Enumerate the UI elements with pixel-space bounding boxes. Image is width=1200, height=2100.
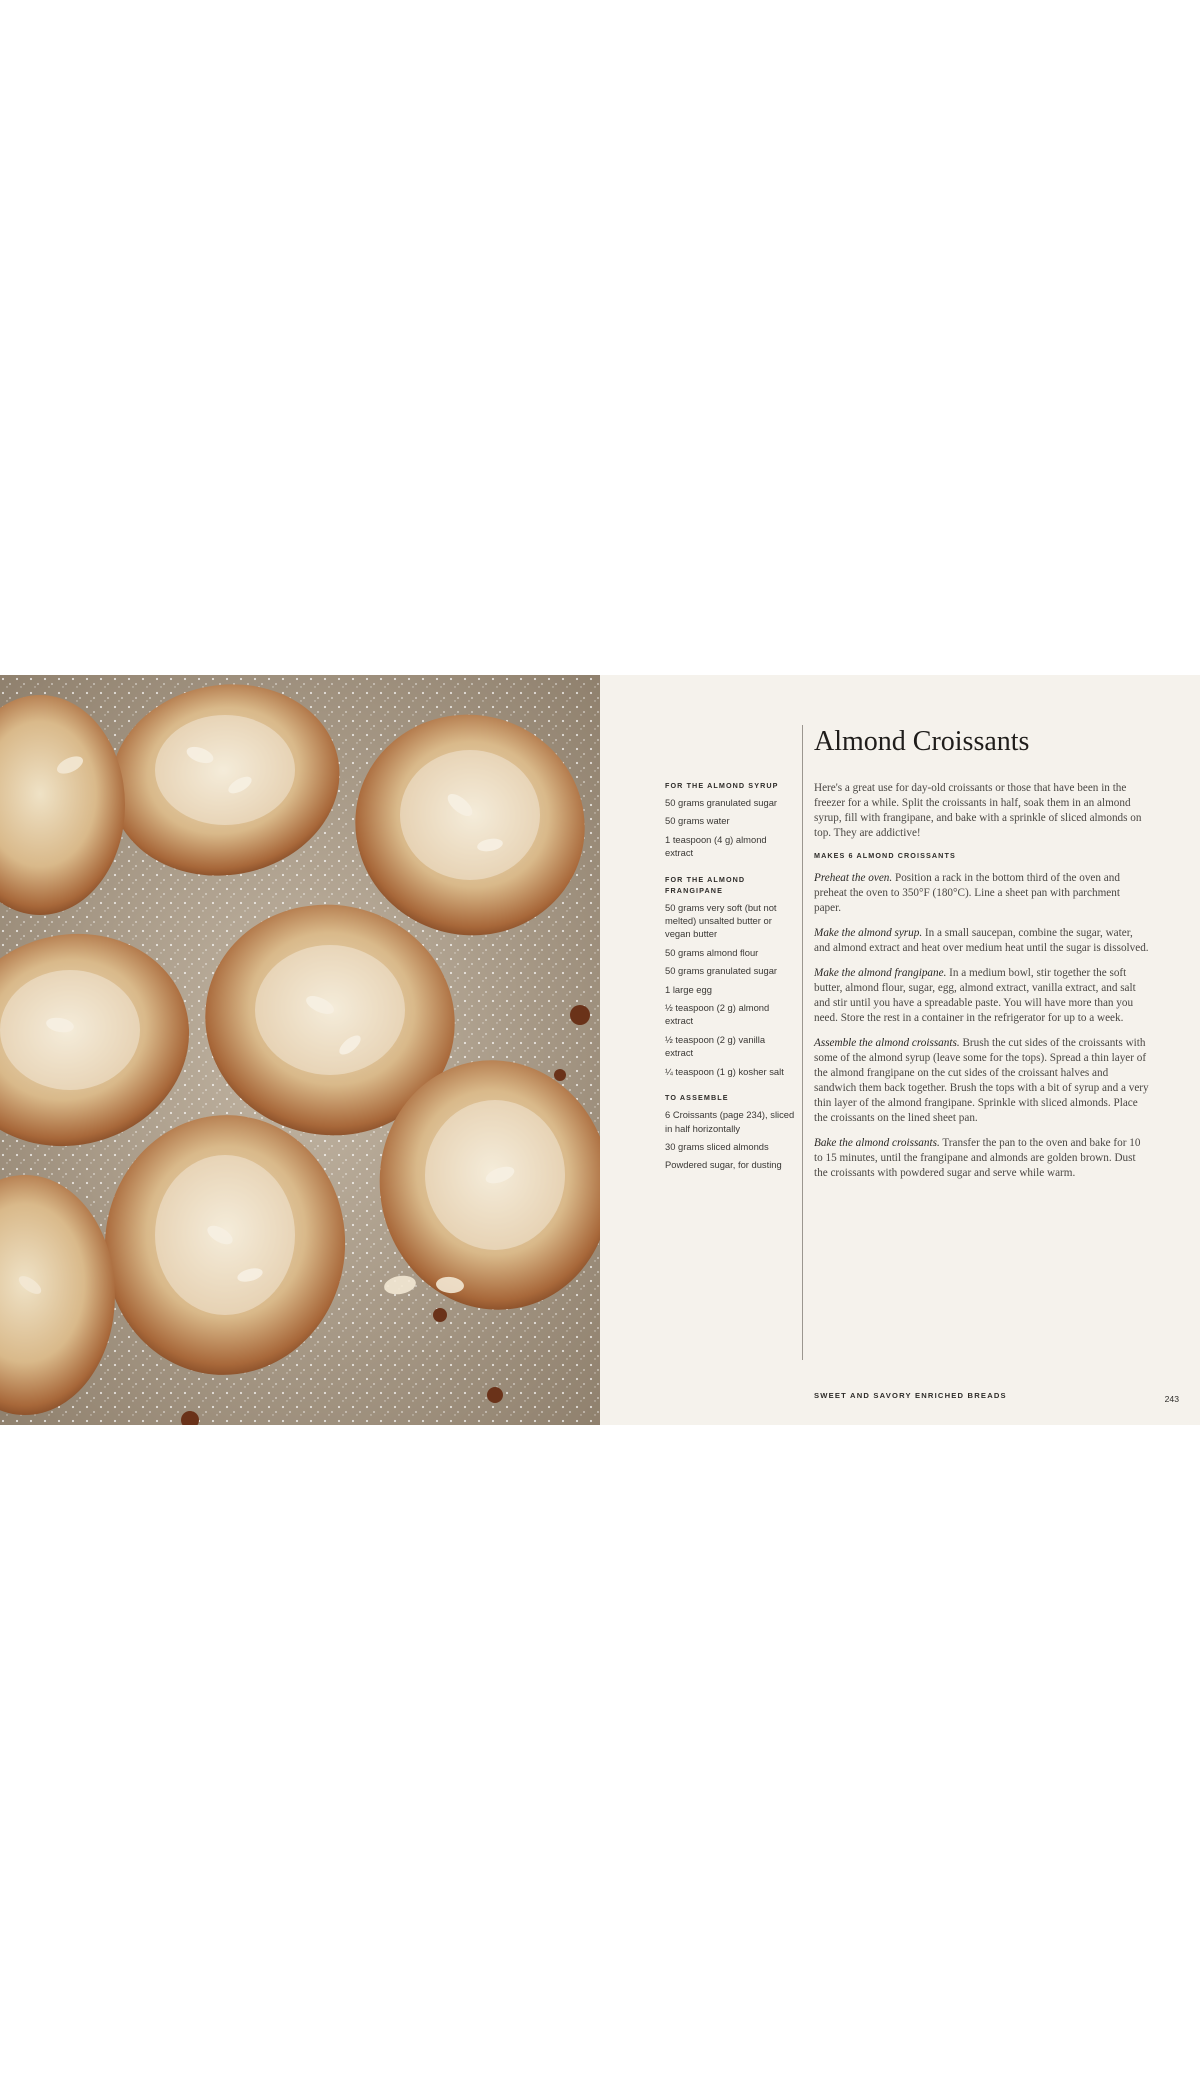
- ingredient-item: 1 large egg: [665, 983, 712, 995]
- recipe-step: [814, 926, 1149, 956]
- recipe-page: [600, 675, 1200, 1425]
- running-footer-section: SWEET AND SAVORY ENRICHED BREADS: [814, 1391, 1007, 1400]
- ingredient-group-heading: TO ASSEMBLE: [665, 1093, 729, 1103]
- step-lead: Make the almond syrup.: [814, 927, 923, 939]
- step-lead: Assemble the almond croissants.: [814, 1037, 960, 1049]
- ingredient-item: 1 teaspoon (4 g) almond extract: [665, 833, 767, 859]
- ingredient-item: 30 grams sliced almonds: [665, 1140, 769, 1152]
- ingredient-item: 50 grams water: [665, 815, 730, 827]
- ingredient-group-frangipane: [665, 874, 795, 1078]
- ingredient-group-syrup: [665, 780, 795, 860]
- page-number: 243: [1164, 1394, 1179, 1404]
- ingredient-item: 50 grams almond flour: [665, 946, 759, 958]
- step-text: In a medium bowl, stir together the soft butter, almond flour, sugar, egg, almond extract, vanilla extract, and salt and stir until you have a spreadable paste. You will have more than you need. Store the rest in a container in the refrigerator for up to a week.: [814, 967, 1136, 1024]
- ingredients-column: [665, 780, 795, 1186]
- recipe-step: [814, 1136, 1149, 1181]
- book-spread: [0, 675, 1200, 1425]
- step-text: Transfer the pan to the oven and bake for 10 to 15 minutes, until the frangipane and almonds are golden brown. Dust the croissants with powdered sugar and serve while warm.: [814, 1137, 1141, 1179]
- recipe-intro: Here's a great use for day-old croissants or those that have been in the freezer for a while. Split the croissants in half, soak them in an almond syrup, fill with frangipane, and bake with a sprinkle of sliced almonds on top. They are addictive!: [814, 782, 1142, 839]
- ingredient-item: 50 grams granulated sugar: [665, 797, 778, 808]
- recipe-main-column: [814, 725, 1149, 1191]
- recipe-yield: MAKES 6 ALMOND CROISSANTS: [814, 851, 956, 860]
- step-lead: Preheat the oven.: [814, 872, 893, 884]
- ingredient-group-heading: FOR THE ALMOND SYRUP: [665, 781, 779, 790]
- almond-croissants-photo: [0, 675, 600, 1425]
- step-text: Position a rack in the bottom third of the oven and preheat the oven to 350°F (180°C). Line a sheet pan with parchment paper.: [814, 872, 1120, 914]
- ingredient-group-heading: FOR THE ALMOND FRANGIPANE: [665, 874, 746, 895]
- ingredient-item: ¼ teaspoon (1 g) kosher salt: [665, 1065, 784, 1077]
- recipe-step: [814, 871, 1149, 916]
- recipe-step: [814, 966, 1149, 1026]
- step-lead: Bake the almond croissants.: [814, 1137, 940, 1149]
- column-divider: [802, 725, 803, 1360]
- ingredient-item: ½ teaspoon (2 g) vanilla extract: [665, 1033, 766, 1059]
- ingredient-item: 50 grams very soft (but not melted) unsalted butter or vegan butter: [665, 901, 777, 940]
- step-text: Brush the cut sides of the croissants with some of the almond syrup (leave some for the tops). Spread a thin layer of the almond frangipane on the cut sides of the croissant halves and sandwich them back together. Brush the tops with a bit of syrup and a very thin layer of the almond frangipane. Sprinkle with sliced almonds. Place the croissants on the lined sheet pan.: [814, 1037, 1149, 1124]
- ingredient-group-assemble: [665, 1092, 795, 1172]
- step-text: In a small saucepan, combine the sugar, water, and almond extract and heat over medium heat until the sugar is dissolved.: [814, 927, 1149, 954]
- ingredient-item: 50 grams granulated sugar: [665, 965, 778, 977]
- step-lead: Make the almond frangipane.: [814, 967, 947, 979]
- recipe-step: [814, 1036, 1149, 1126]
- recipe-title: Almond Croissants: [814, 726, 1030, 757]
- ingredient-item: Powdered sugar, for dusting: [665, 1159, 782, 1171]
- ingredient-item: 6 Croissants (page 234), sliced in half horizontally: [665, 1109, 795, 1134]
- ingredient-item: ½ teaspoon (2 g) almond extract: [665, 1002, 770, 1027]
